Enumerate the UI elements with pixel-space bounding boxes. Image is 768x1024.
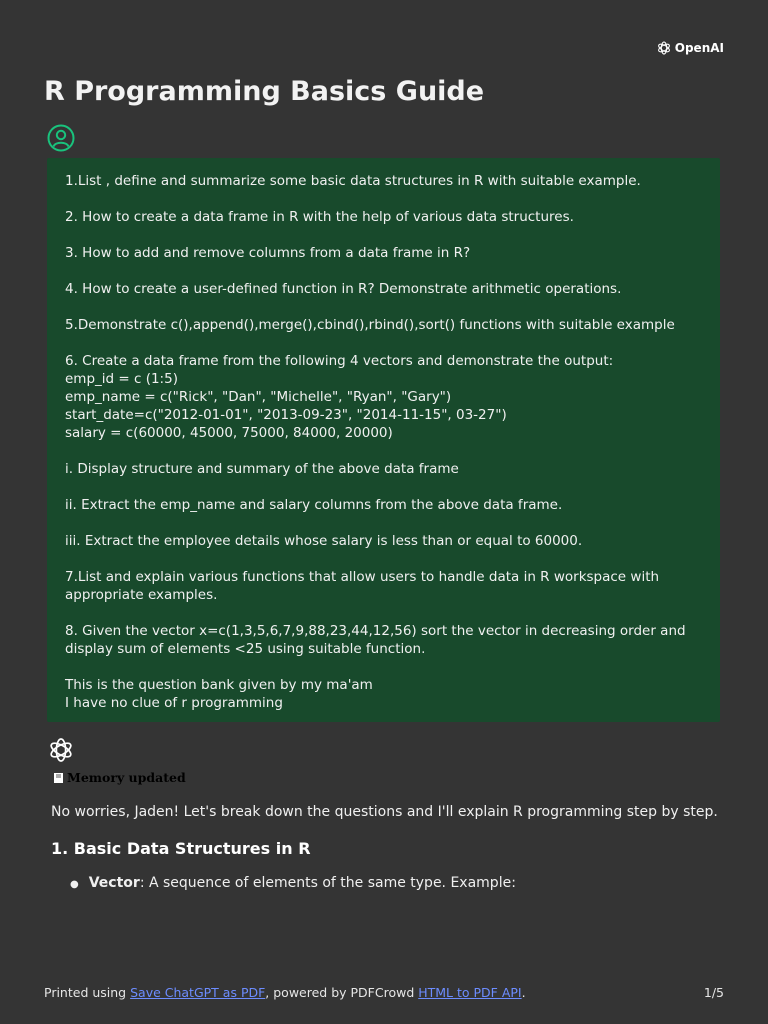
openai-brand (656, 40, 724, 56)
save-chatgpt-as-pdf-link[interactable]: Save ChatGPT as PDF (130, 985, 266, 1000)
bullet-dot: ● (70, 879, 79, 890)
footer (44, 985, 526, 1000)
question-8: 8. Given the vector x=c(1,3,5,6,7,9,88,23,44,12,56) sort the vector in decreasing order and display sum of elements <25 using suitable function. (65, 623, 686, 657)
question-6-i: i. Display structure and summary of the above data frame (65, 461, 459, 477)
section-heading: 1. Basic Data Structures in R (51, 839, 311, 858)
question-7: 7.List and explain various functions that allow users to handle data in R workspace with appropriate examples. (65, 569, 660, 603)
user-avatar-icon (47, 124, 75, 152)
page-title: R Programming Basics Guide (44, 76, 485, 107)
memory-updated-label: Memory updated (67, 770, 186, 785)
list-item-description: : A sequence of elements of the same type. Example: (139, 875, 516, 891)
question-6: 6. Create a data frame from the following 4 vectors and demonstrate the output: emp_id = c (1:5) emp_name = c("Rick", "Dan", "Michelle", "Ryan", "Gary") start_date=c("2012-01-01", "2013-09-23", "2014-11-15", 03-27") salary = c(60000, 45000, 75000, 84000, 20000) (65, 353, 614, 441)
list-item-text (89, 875, 516, 891)
page-number: 1/5 (703, 985, 724, 1000)
brand-label: OpenAI (674, 41, 724, 55)
question-1: 1.List , define and summarize some basic data structures in R with suitable example. (65, 173, 641, 189)
question-2: 2. How to create a data frame in R with the help of various data structures. (65, 209, 574, 225)
question-5: 5.Demonstrate c(),append(),merge(),cbind(),rbind(),sort() functions with suitable example (65, 317, 675, 333)
question-6-iii: iii. Extract the employee details whose salary is less than or equal to 60000. (65, 533, 583, 549)
closing-note: This is the question bank given by my ma'am I have no clue of r programming (65, 677, 373, 711)
user-message (47, 158, 720, 722)
openai-logo-icon (47, 736, 75, 764)
openai-logo-icon (656, 40, 672, 56)
memory-updated-notice (53, 770, 186, 785)
html-to-pdf-api-link[interactable]: HTML to PDF API (418, 985, 522, 1000)
list-item-term: Vector (88, 875, 140, 891)
question-3: 3. How to add and remove columns from a data frame in R? (65, 245, 471, 261)
question-6-ii: ii. Extract the emp_name and salary columns from the above data frame. (65, 497, 563, 513)
response-intro: No worries, Jaden! Let's break down the questions and I'll explain R programming step by step. (51, 804, 718, 820)
footer-middle: , powered by PDFCrowd (265, 985, 419, 1000)
footer-prefix: Printed using (44, 985, 131, 1000)
list-item (70, 875, 516, 891)
question-4: 4. How to create a user-defined function in R? Demonstrate arithmetic operations. (65, 281, 622, 297)
footer-suffix: . (521, 985, 526, 1000)
memory-icon (53, 772, 65, 784)
